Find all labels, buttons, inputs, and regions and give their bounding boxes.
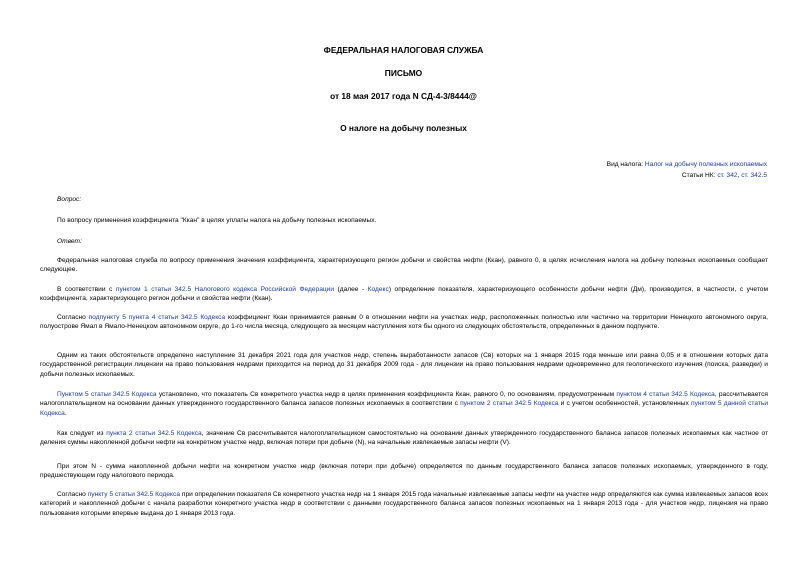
paragraph-5 bbox=[40, 390, 768, 418]
paragraph-7: При этом N - сумма накопленной добычи нефти на конкретном участке недр (включая потери при добыче) определяется по данным государственного баланса запасов полезных ископаемых, утвержденного в году, предшествующем году налогового периода. bbox=[40, 463, 768, 480]
p8-text-1: Согласно bbox=[57, 491, 88, 498]
p5-text-4: . bbox=[64, 409, 67, 417]
document-date-number: от 18 мая 2017 года N СД-4-3/8444@ bbox=[330, 91, 477, 101]
p6-link[interactable]: пункта 2 статьи 342.5 Кодекса bbox=[106, 430, 202, 437]
paragraph-4: Одним из таких обстоятельств определено наступление 31 декабря 2021 года для участков недр, степень выработанности запасов (Св) которых на 1 января 2015 года меньше или равна 0,05 и в отношении которых дата государственной регистрации лицензии на право пользования недрами приходится на период до 31 декабря 2009 года - для лицензии на право пользования недрами одновременно для геологического изучения (поиска, разведки) и добычи полезных ископаемых. bbox=[40, 352, 768, 378]
nk-article-342-5-link[interactable]: ст. 342.5 bbox=[741, 172, 767, 179]
question-label: Вопрос: bbox=[57, 196, 82, 203]
p3-link[interactable]: подпункту 5 пункта 4 статьи 342.5 Кодекса bbox=[88, 314, 226, 321]
paragraph-2 bbox=[40, 285, 768, 304]
p6-text-2: , значение Св рассчитывается налогоплательщиком самостоятельно на основании данных утвержденного государственного баланса запасов полезных ископаемых как частное от деления суммы накопленной добычи нефти на конкретном участке недр, включая потери при добыче (N), на начальные извлекаемые запасы нефти (V). bbox=[40, 430, 769, 447]
p2-link-code[interactable]: Кодекс bbox=[367, 286, 389, 293]
p2-text-1: В соответствии с bbox=[57, 286, 116, 293]
p8-link[interactable]: пункту 5 статьи 342.5 Кодекса bbox=[87, 491, 180, 498]
p5-link-3[interactable]: пунктом 2 статьи 342.5 Кодекса bbox=[460, 400, 559, 408]
document-subject: О налоге на добычу полезных bbox=[340, 123, 467, 133]
nk-articles-line bbox=[682, 171, 767, 180]
agency-title: ФЕДЕРАЛЬНАЯ НАЛОГОВАЯ СЛУЖБА bbox=[323, 45, 484, 55]
tax-type-line bbox=[607, 160, 767, 169]
p5-text-1: установлено, что показатель Св конкретного участка недр в целях применения коэффициента Ккан, равного 0, по основаниям, предусмотренным bbox=[156, 391, 617, 398]
tax-type-label: Вид налога: bbox=[606, 161, 645, 168]
paragraph-8 bbox=[40, 490, 768, 518]
p2-text-3: ) определение показателя, характеризующего особенности добычи нефти (Дм), производится, в частности, с учетом коэффициента, характеризующего регион добычи и свойства нефти (Ккан). bbox=[40, 286, 768, 303]
p5-link-2[interactable]: пунктом 4 статьи 342.5 Кодекса bbox=[616, 391, 715, 398]
p5-text-2: , рассчитывается налогоплательщиком на основании данных утвержденного государственного баланса запасов полезных ископаемых в соответствии с bbox=[40, 391, 768, 408]
p2-link-nk-article[interactable]: пунктом 1 статьи 342.5 Налогового кодекса Российской Федерации bbox=[115, 286, 334, 293]
nk-articles-label: Статьи НК: bbox=[681, 172, 718, 179]
nk-article-342-link[interactable]: ст. 342 bbox=[717, 172, 738, 179]
p3-text-1: Согласно bbox=[57, 314, 89, 321]
document-type: ПИСЬМО bbox=[384, 68, 423, 78]
tax-type-link[interactable]: Налог на добычу полезных ископаемых bbox=[644, 161, 767, 168]
p5-text-3: и с учетом особенностей, установленных bbox=[558, 400, 692, 408]
p6-text-1: Как следует из bbox=[57, 430, 107, 437]
p3-text-2: коэффициент Ккан принимается равным 0 в отношении нефти на участках недр, расположенных полностью или частично на территории Ненецкого автономного округа, полуострове Ямал в Ямало-Ненецком автономном округе, до 1-го числа месяца, следующего за месяцем наступления хотя бы одного из следующих обстоятельств, определенных в данном подпункте. bbox=[40, 314, 768, 331]
paragraph-1: Федеральная налоговая служба по вопросу применения значения коэффициента, характеризующего регион добычи и свойства нефти (Ккан), равного 0, в целях исчисления налога на добычу полезных ископаемых сообщает следующее. bbox=[40, 257, 768, 274]
p2-text-2: (далее - bbox=[334, 286, 368, 293]
p5-link-1[interactable]: Пунктом 5 статьи 342.5 Кодекса bbox=[57, 391, 157, 398]
nk-separator: , bbox=[737, 172, 742, 179]
paragraph-3 bbox=[40, 313, 768, 332]
paragraph-6 bbox=[40, 429, 768, 448]
answer-label: Ответ: bbox=[57, 238, 82, 245]
question-text: По вопросу применения коэффициента "Ккан" в целях уплаты налога на добычу полезных ископаемых. bbox=[57, 217, 377, 224]
p8-text-2: при определении показателя Св конкретного участка недр на 1 января 2015 года начальные извлекаемые запасы нефти на участке недр определяются как сумма извлекаемых запасов всех категорий и накопленной добычи с начала разработки конкретного участка недр в соответствии с данными государственного баланса запасов полезных ископаемых на 1 января 2013 года - для участков недр, лицензия на право пользования которыми впервые выдана до 1 января 2013 года. bbox=[40, 491, 768, 517]
p5-link-4[interactable]: пунктом 5 данной статьи Кодекса bbox=[40, 400, 768, 417]
